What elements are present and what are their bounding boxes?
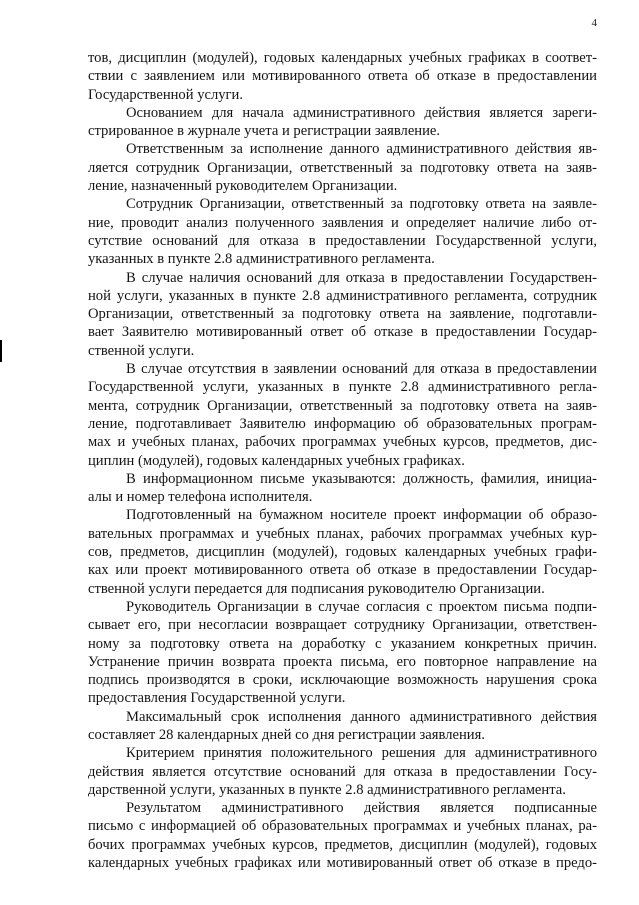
text-line: календарных учебных графиках или мотивированный ответ об отказе в предо-	[88, 855, 597, 872]
text-line: Результатом административного действия является подписанные	[126, 800, 597, 817]
text-line: Государственной услуги, указанных в пункте 2.8 административного регла-	[88, 379, 597, 396]
text-line: ках или проект мотивированного ответа об отказе в предоставлении Государ-	[88, 562, 597, 579]
text-line: В случае отсутствия в заявлении оснований для отказа в предоставлении	[126, 361, 597, 378]
paragraph	[88, 799, 597, 872]
text-line: Сотрудник Организации, ответственный за подготовку ответа на заявле-	[126, 196, 597, 213]
paragraph	[88, 360, 597, 470]
paragraph	[88, 49, 597, 104]
text-line: стрированное в журнале учета и регистрации заявление.	[88, 123, 441, 140]
text-line: ственной услуги передается для подписания руководителю Организации.	[88, 580, 545, 597]
text-line: Максимальный срок исполнения данного административного действия	[126, 708, 597, 725]
text-line: ление, назначенный руководителем Организации.	[88, 178, 398, 195]
margin-mark	[0, 340, 2, 362]
text-line: предоставления Государственной услуги.	[88, 690, 346, 707]
text-line: Критерием принятия положительного решения для административного	[126, 745, 597, 762]
text-line: алы и номер телефона исполнителя.	[88, 489, 313, 506]
document-body	[88, 49, 597, 872]
text-line: мах и учебных планах, рабочих программах учебных курсов, предметов, дис-	[88, 434, 597, 451]
text-line: тов, дисциплин (модулей), годовых календарных учебных графиках в соответ-	[88, 50, 597, 66]
paragraph	[88, 104, 597, 141]
text-line: В случае наличия оснований для отказа в предоставлении Государствен-	[126, 269, 597, 286]
text-line: составляет 28 календарных дней со дня регистрации заявления.	[88, 726, 485, 743]
text-line: Государственной услуги.	[88, 86, 243, 103]
text-line: ствии с заявлением или мотивированного ответа об отказе в предоставлении	[88, 68, 597, 85]
text-line: действия является отсутствие оснований для отказа в предоставлении Госу-	[88, 763, 597, 780]
paragraph	[88, 598, 597, 708]
text-line: сывает его, при несогласии возвращает сотруднику Организации, ответствен-	[88, 617, 597, 634]
text-line: подпись производятся в сроки, исключающие возможность нарушения срока	[88, 672, 597, 689]
paragraph	[88, 708, 597, 745]
text-line: ственной услуги.	[88, 342, 195, 359]
text-line: бочих программах учебных курсов, предметов, дисциплин (модулей), годовых	[88, 836, 597, 853]
text-line: Руководитель Организации в случае согласия с проектом письма подпи-	[126, 598, 597, 615]
text-line: циплин (модулей), годовых календарных учебных графиках.	[88, 452, 465, 469]
paragraph	[88, 506, 597, 597]
text-line: вательных программах и учебных планах, рабочих программах учебных кур-	[88, 525, 597, 542]
text-line: В информационном письме указываются: должность, фамилия, инициа-	[126, 470, 597, 487]
page-number: 4	[591, 17, 597, 29]
text-line: ной услуги, указанных в пункте 2.8 административного регламента, сотрудник	[88, 287, 597, 304]
paragraph	[88, 269, 597, 360]
text-line: дарственной услуги, указанных в пункте 2.8 административного регламента.	[88, 781, 566, 798]
paragraph	[88, 744, 597, 799]
text-line: вает Заявителю мотивированный ответ об отказе в предоставлении Государ-	[88, 324, 597, 341]
text-line: письмо с информацией об образовательных программах и учебных планах, ра-	[88, 818, 597, 835]
text-line: указанных в пункте 2.8 административного регламента.	[88, 251, 435, 268]
text-line: ляется сотрудник Организации, ответственный за подготовку ответа на заяв-	[88, 159, 597, 176]
text-line: Устранение причин возврата проекта письма, его повторное направление на	[88, 653, 597, 670]
text-line: Ответственным за исполнение данного административного действия яв-	[126, 141, 597, 158]
text-line: Подготовленный на бумажном носителе проект информации об образо-	[126, 507, 597, 524]
text-line: ние, проводит анализ полученного заявления и определяет наличие либо от-	[88, 214, 597, 231]
paragraph	[88, 195, 597, 268]
paragraph	[88, 470, 597, 507]
text-line: мента, сотрудник Организации, ответственный за подготовку ответа на заяв-	[88, 397, 597, 414]
text-line: сов, предметов, дисциплин (модулей), годовых календарных учебных графи-	[88, 544, 597, 561]
paragraph	[88, 140, 597, 195]
text-line: ление, подготавливает Заявителю информацию об образовательных програм-	[88, 415, 597, 432]
text-line: Основанием для начала административного действия является зареги-	[126, 104, 597, 121]
text-line: Организации, ответственный за подготовку ответа на заявление, подготавли-	[88, 306, 597, 323]
text-line: ному за подготовку ответа на доработку с указанием конкретных причин.	[88, 635, 597, 652]
text-line: сутствие оснований для отказа в предоставлении Государственной услуги,	[88, 232, 597, 249]
